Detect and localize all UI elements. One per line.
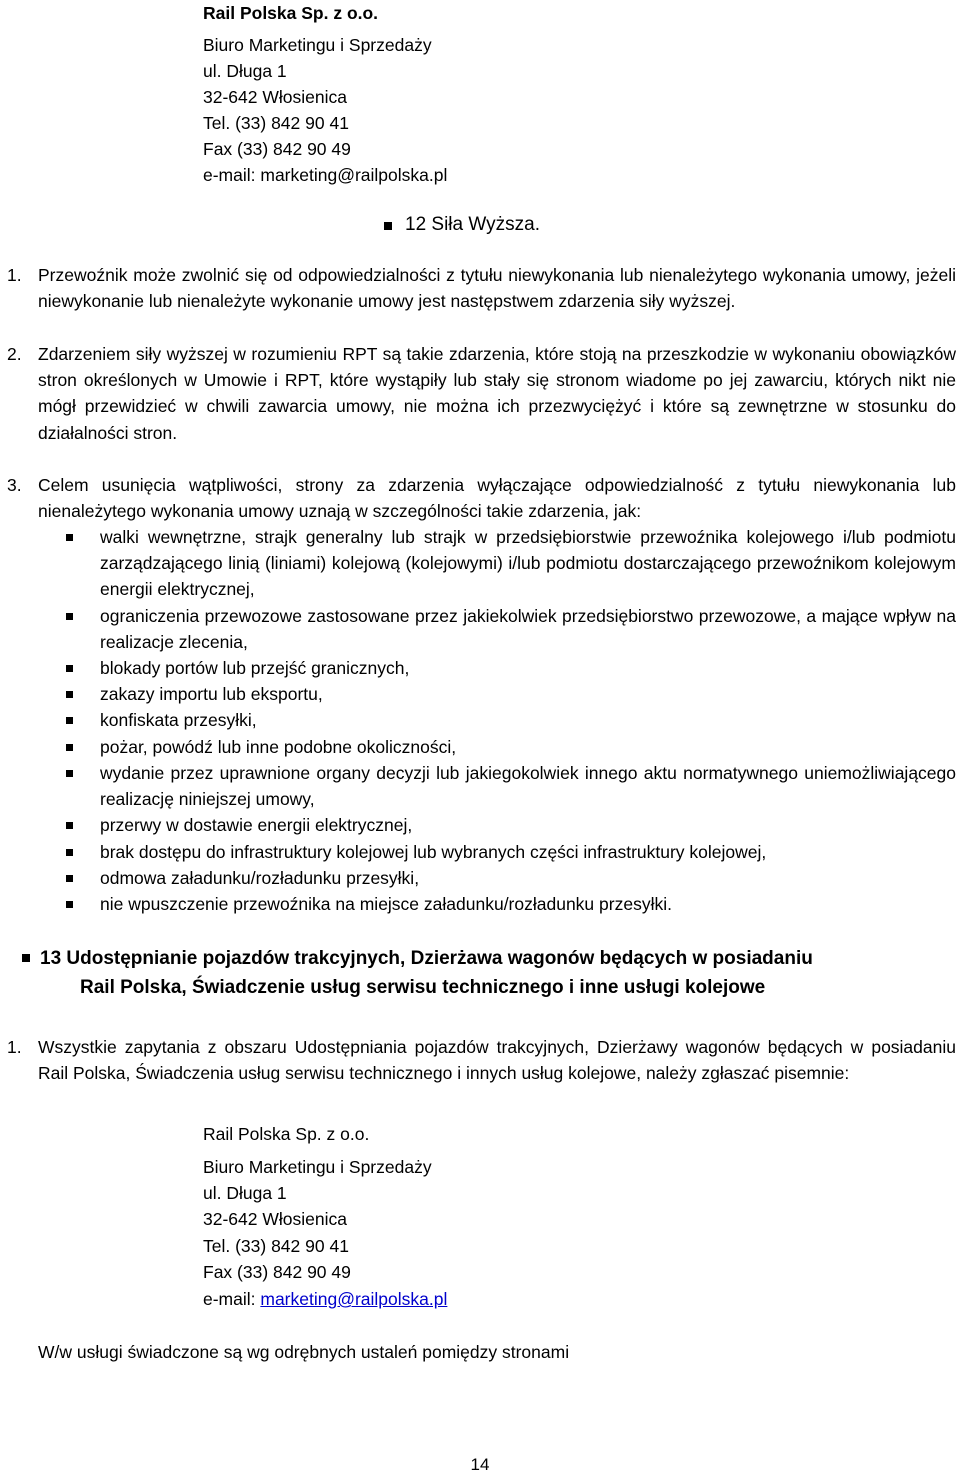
bullet-icon <box>66 691 73 698</box>
email-link[interactable]: marketing@railpolska.pl <box>260 1289 448 1309</box>
bullet-icon <box>66 849 73 856</box>
list-item: konfiskata przesyłki, <box>100 710 257 730</box>
list-item: zakazy importu lub eksportu, <box>100 684 323 704</box>
bullet-icon <box>66 613 73 620</box>
tel: Tel. (33) 842 90 41 <box>203 113 349 133</box>
fax: Fax (33) 842 90 49 <box>203 1262 351 1282</box>
para-number: 2. <box>7 344 22 364</box>
list-item: brak dostępu do infrastruktury kolejowej lub wybranych części infrastruktury kolejowej, <box>100 842 767 862</box>
heading-bullet-icon <box>22 954 30 962</box>
street: ul. Długa 1 <box>203 1183 287 1203</box>
section-13-para-1: Wszystkie zapytania z obszaru Udostępniania pojazdów trakcyjnych, Dzierżawy wagonów będących w posiadaniu Rail Polska, Świadczenia usług serwisu technicznego i innych usług kolejowe, należy zgłaszać pisemnie: <box>38 1037 956 1084</box>
section-13-heading-line-2: Rail Polska, Świadczenie usług serwisu technicznego i inne usługi kolejowe <box>80 977 766 998</box>
section-12-heading: 12 Siła Wyższa. <box>405 214 540 235</box>
list-item: ograniczenia przewozowe zastosowane przez jakiekolwiek przedsiębiorstwo przewozowe, a mające wpływ na realizacje zlecenia, <box>100 606 956 653</box>
city: 32-642 Włosienica <box>203 87 347 107</box>
bullet-icon <box>66 744 73 751</box>
list-item: walki wewnętrzne, strajk generalny lub strajk w przedsiębiorstwie przewoźnika kolejowego i/lub podmiotu zarządzającego linią (liniami) kolejową (kolejowymi) i/lub podmiotu dostarczającego przewoźnikom kolejowym energii elektrycznej, <box>100 527 956 600</box>
bullet-icon <box>66 665 73 672</box>
bullet-icon <box>66 717 73 724</box>
section-13-heading-line-1: 13 Udostępnianie pojazdów trakcyjnych, Dzierżawa wagonów będących w posiadaniu <box>40 948 813 969</box>
heading-bullet-icon <box>384 222 392 230</box>
department: Biuro Marketingu i Sprzedaży <box>203 35 432 55</box>
list-item: pożar, powódź lub inne podobne okoliczności, <box>100 737 457 757</box>
list-item: odmowa załadunku/rozładunku przesyłki, <box>100 868 420 888</box>
section-12-para-3: Celem usunięcia wątpliwości, strony za zdarzenia wyłączające odpowiedzialność z tytułu niewykonania lub nienależytego wykonania umowy uznają w szczególności takie zdarzenia, jak: <box>38 475 956 522</box>
list-item: wydanie przez uprawnione organy decyzji lub jakiegokolwiek innego aktu normatywnego uniemożliwiającego realizację niniejszej umowy, <box>100 763 956 810</box>
tel: Tel. (33) 842 90 41 <box>203 1236 349 1256</box>
bullet-icon <box>66 901 73 908</box>
list-item: blokady portów lub przejść granicznych, <box>100 658 410 678</box>
section-12-para-1: Przewoźnik może zwolnić się od odpowiedzialności z tytułu niewykonania lub nienależytego wykonania umowy, jeżeli niewykonanie lub nienależyte wykonanie umowy jest następstwem zdarzenia siły wyższej. <box>38 265 956 312</box>
city: 32-642 Włosienica <box>203 1209 347 1229</box>
bullet-icon <box>66 770 73 777</box>
department: Biuro Marketingu i Sprzedaży <box>203 1157 432 1177</box>
bullet-icon <box>66 822 73 829</box>
company-name: Rail Polska Sp. z o.o. <box>203 3 379 23</box>
page-number: 14 <box>470 1455 490 1474</box>
para-number: 3. <box>7 475 22 495</box>
email-label: e-mail: <box>203 1289 261 1309</box>
company-name: Rail Polska Sp. z o.o. <box>203 1124 370 1144</box>
closing-note: W/w usługi świadczone są wg odrębnych ustaleń pomiędzy stronami <box>38 1342 570 1362</box>
email: e-mail: marketing@railpolska.pl <box>203 165 448 185</box>
bullet-icon <box>66 875 73 882</box>
street: ul. Długa 1 <box>203 61 287 81</box>
section-12-para-2: Zdarzeniem siły wyższej w rozumieniu RPT są takie zdarzenia, które stoją na przeszkodzie w wykonaniu obowiązków stron określonych w Umowie i RPT, które wystąpiły lub stały się stronom wiadome po jej zawarciu, których nikt nie mógł przewidzieć w chwili zawarcia umowy, nie można ich przezwyciężyć i które są zewnętrzne w stosunku do działalności stron. <box>38 344 956 443</box>
list-item: nie wpuszczenie przewoźnika na miejsce załadunku/rozładunku przesyłki. <box>100 894 672 914</box>
para-number: 1. <box>7 265 22 285</box>
list-item: przerwy w dostawie energii elektrycznej, <box>100 815 413 835</box>
email-row <box>203 1289 447 1310</box>
para-number: 1. <box>7 1037 22 1057</box>
bullet-icon <box>66 534 73 541</box>
fax: Fax (33) 842 90 49 <box>203 139 351 159</box>
